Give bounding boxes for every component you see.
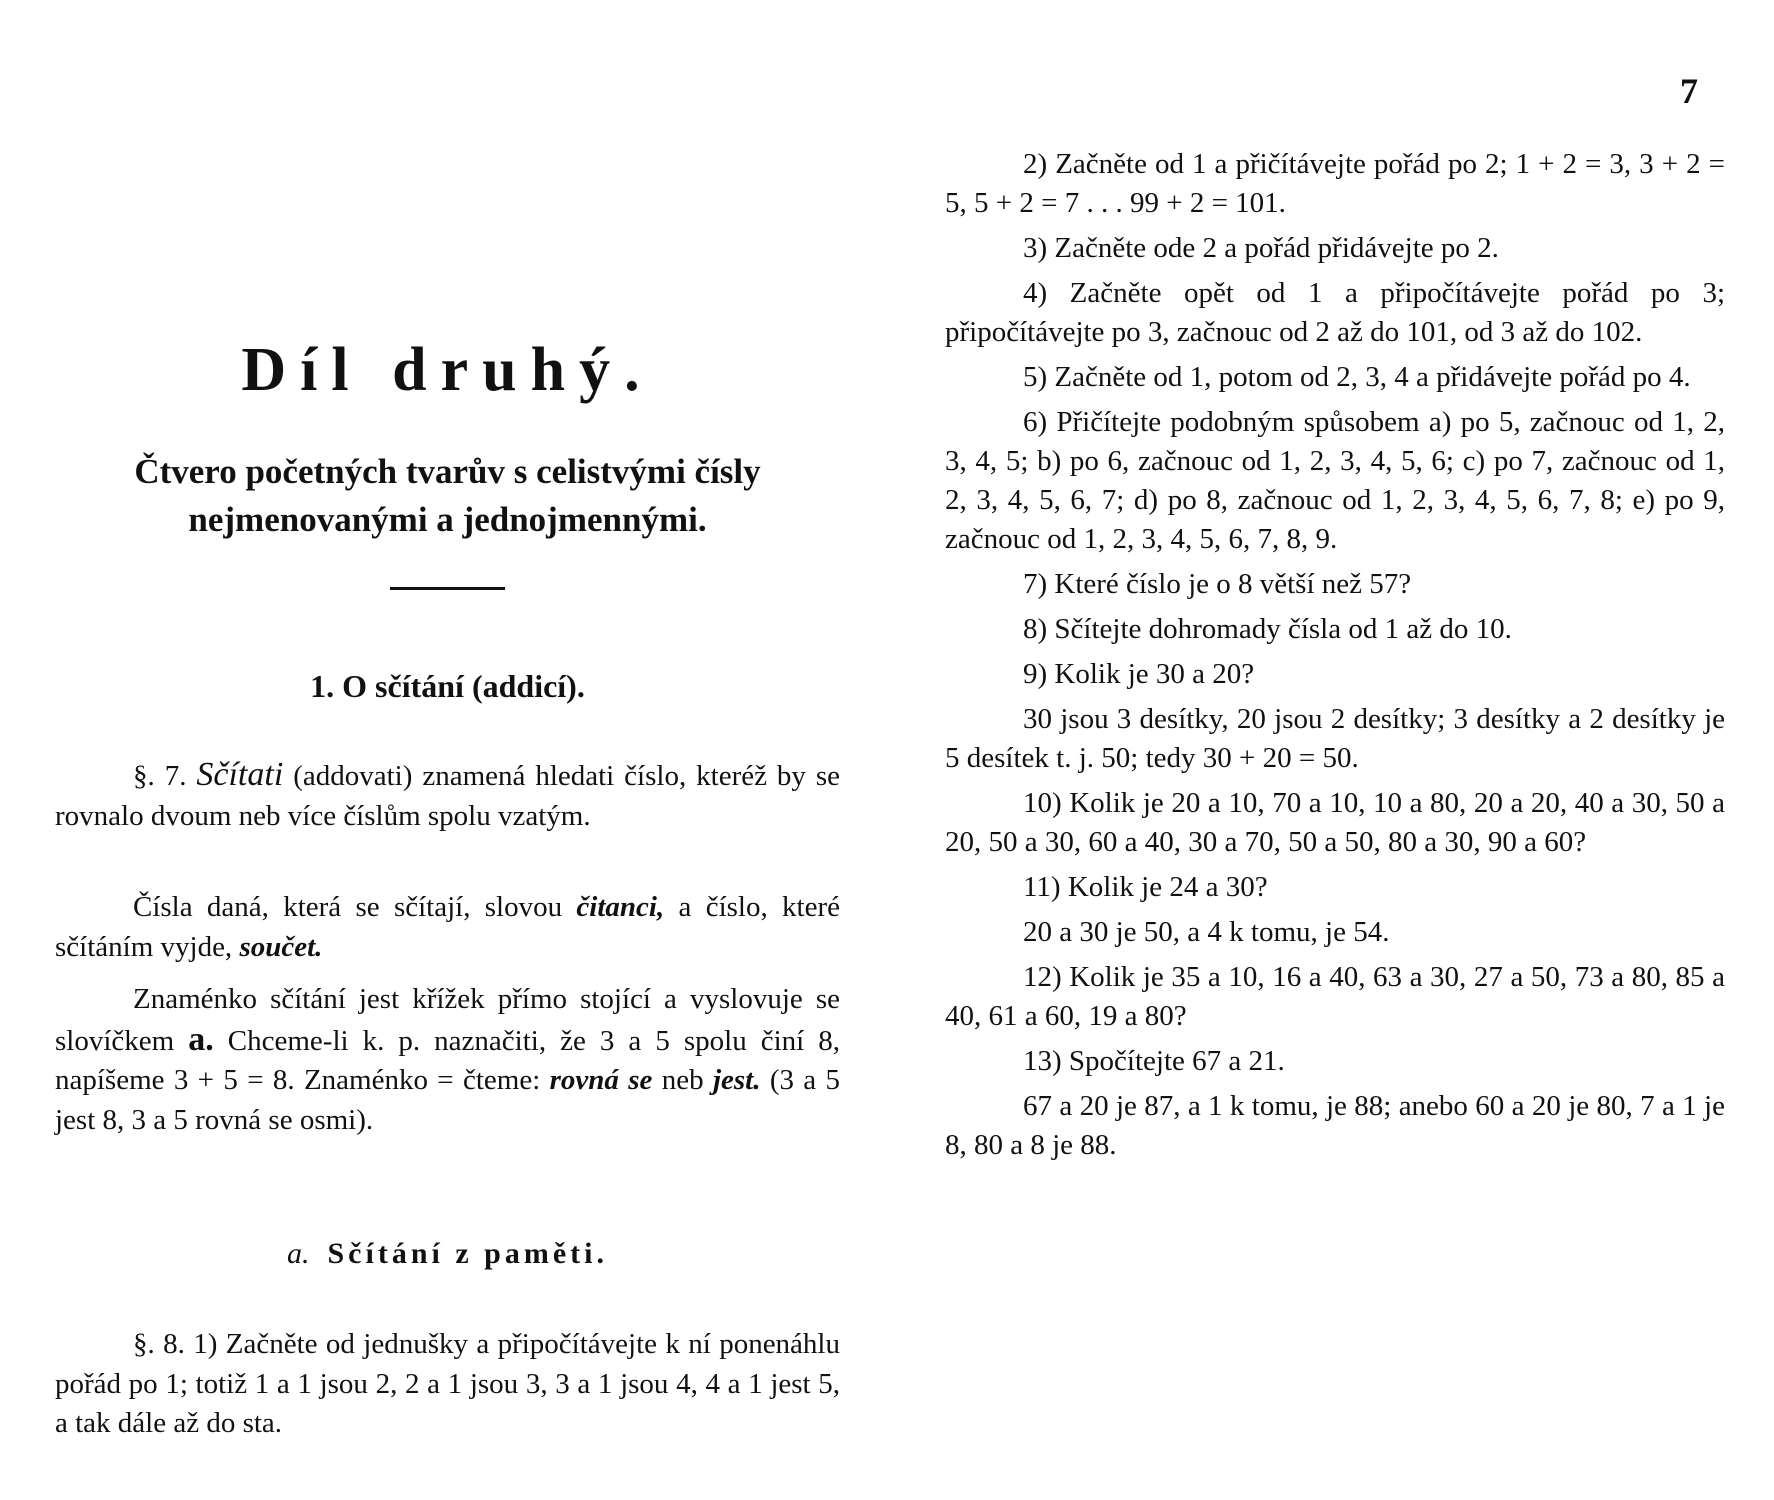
subsection-letter: a. (287, 1237, 310, 1270)
page-number: 7 (1680, 71, 1698, 111)
citanci-text-start: Čísla daná, která se sčítají, slovou (133, 891, 577, 923)
divider-rule (390, 587, 505, 590)
subtitle-line-2: nejmenovanými a jednojmennými. (188, 500, 707, 539)
exercise-6: 6) Přičítejte podobným spůsobem a) po 5, začnouc od 1, 2, 3, 4, 5; b) po 6, začnouc od 1, 2, 3, 4, 5, 6; c) po 7, začnouc od 1, 2, 3, 4, 5, 6, 7; d) po 8, začnouc od 1, 2, 3, 4, 5, 6, 7, 8; e) po 9, začnouc od 1, 2, 3, 4, 5, 6, 7, 8, 9. (945, 406, 1725, 555)
exercise-3: 3) Začněte ode 2 a pořád přidávejte po 2. (1023, 232, 1499, 264)
exercise-5: 5) Začněte od 1, potom od 2, 3, 4 a přidávejte pořád po 4. (1023, 361, 1691, 393)
exercise-11-answer: 20 a 30 je 50, a 4 k tomu, je 54. (1023, 916, 1390, 948)
znamenko-text-middle: Chceme-li k. p. naznačiti, že 3 a 5 spolu činí 8, napíšeme 3 + 5 = 8. Znaménko = čteme: (55, 1024, 840, 1096)
paragraph-8-text: §. 8. 1) Začněte od jednušky a připočítávejte k ní ponenáhlu pořád po 1; totiž 1 a 1 jsou 2, 2 a 1 jsou 3, 3 a 1 jsou 4, 4 a 1 jest 5, a tak dále až do sta. (55, 1328, 840, 1439)
exercise-12: 12) Kolik je 35 a 10, 16 a 40, 63 a 30, 27 a 50, 73 a 80, 85 a 40, 61 a 60, 19 a 80? (945, 961, 1725, 1032)
paragraph-citanci (55, 888, 840, 967)
exercise-13: 13) Spočítejte 67 a 21. (1023, 1045, 1285, 1077)
letter-a: a. (188, 1020, 214, 1058)
part-title: Díl druhý. (241, 336, 654, 404)
section-heading: 1. O sčítání (addicí). (310, 668, 585, 704)
exercise-13-answer: 67 a 20 je 87, a 1 k tomu, je 88; anebo 60 a 20 je 80, 7 a 1 je 8, 80 a 8 je 88. (945, 1090, 1725, 1161)
term-soucet: součet. (239, 930, 323, 963)
paragraph-7-lead: §. 7. (133, 760, 197, 792)
exercise-11: 11) Kolik je 24 a 30? (1023, 871, 1268, 903)
exercise-2: 2) Začněte od 1 a přičítávejte pořád po 2; 1 + 2 = 3, 3 + 2 = 5, 5 + 2 = 7 . . . 99 + 2 = 101. (945, 148, 1725, 219)
paragraph-7-rest: (addovati) znamená hledati číslo, kteréž by se rovnalo dvoum neb více číslům spolu vzatým. (55, 760, 841, 832)
paragraph-znamenko (55, 980, 840, 1140)
subtitle-line-1: Čtvero početných tvarův s celistvými čísly (134, 452, 761, 491)
citanci-text-middle: a číslo, které sčítáním vyjde, (55, 891, 840, 963)
znamenko-text-start: Znaménko sčítání jest křížek přímo stojící a vyslovuje se slovíčkem (55, 983, 840, 1057)
subsection-title: Sčítání z paměti. (327, 1237, 608, 1270)
znamenko-text-neb: neb (652, 1064, 713, 1096)
exercise-4: 4) Začněte opět od 1 a připočítávejte pořád po 3; připočítávejte po 3, začnouc od 2 až do 101, od 3 až do 102. (945, 277, 1725, 348)
exercise-9-answer: 30 jsou 3 desítky, 20 jsou 2 desítky; 3 desítky a 2 desítky je 5 desítek t. j. 50; tedy 30 + 20 = 50. (945, 703, 1725, 774)
term-citanci: čitanci, (576, 891, 665, 923)
exercise-8: 8) Sčítejte dohromady čísla od 1 až do 10. (1023, 613, 1512, 645)
znamenko-text-end: (3 a 5 jest 8, 3 a 5 rovná se osmi). (55, 1064, 841, 1136)
part-subtitle (55, 448, 840, 544)
paragraph-7-term: Sčítati (196, 756, 284, 793)
right-column (945, 145, 1725, 1171)
term-rovna-se: rovná se (549, 1064, 653, 1096)
exercise-7: 7) Které číslo je o 8 větší než 57? (1023, 568, 1412, 600)
term-jest: jest. (712, 1064, 761, 1096)
paragraph-7 (55, 755, 840, 836)
exercise-10: 10) Kolik je 20 a 10, 70 a 10, 10 a 80, 20 a 20, 40 a 30, 50 a 20, 50 a 30, 60 a 40, 30 a 70, 50 a 50, 80 a 30, 90 a 60? (945, 787, 1725, 858)
subsection-heading (55, 1237, 840, 1271)
paragraph-8 (55, 1325, 840, 1444)
exercise-9: 9) Kolik je 30 a 20? (1023, 658, 1255, 690)
